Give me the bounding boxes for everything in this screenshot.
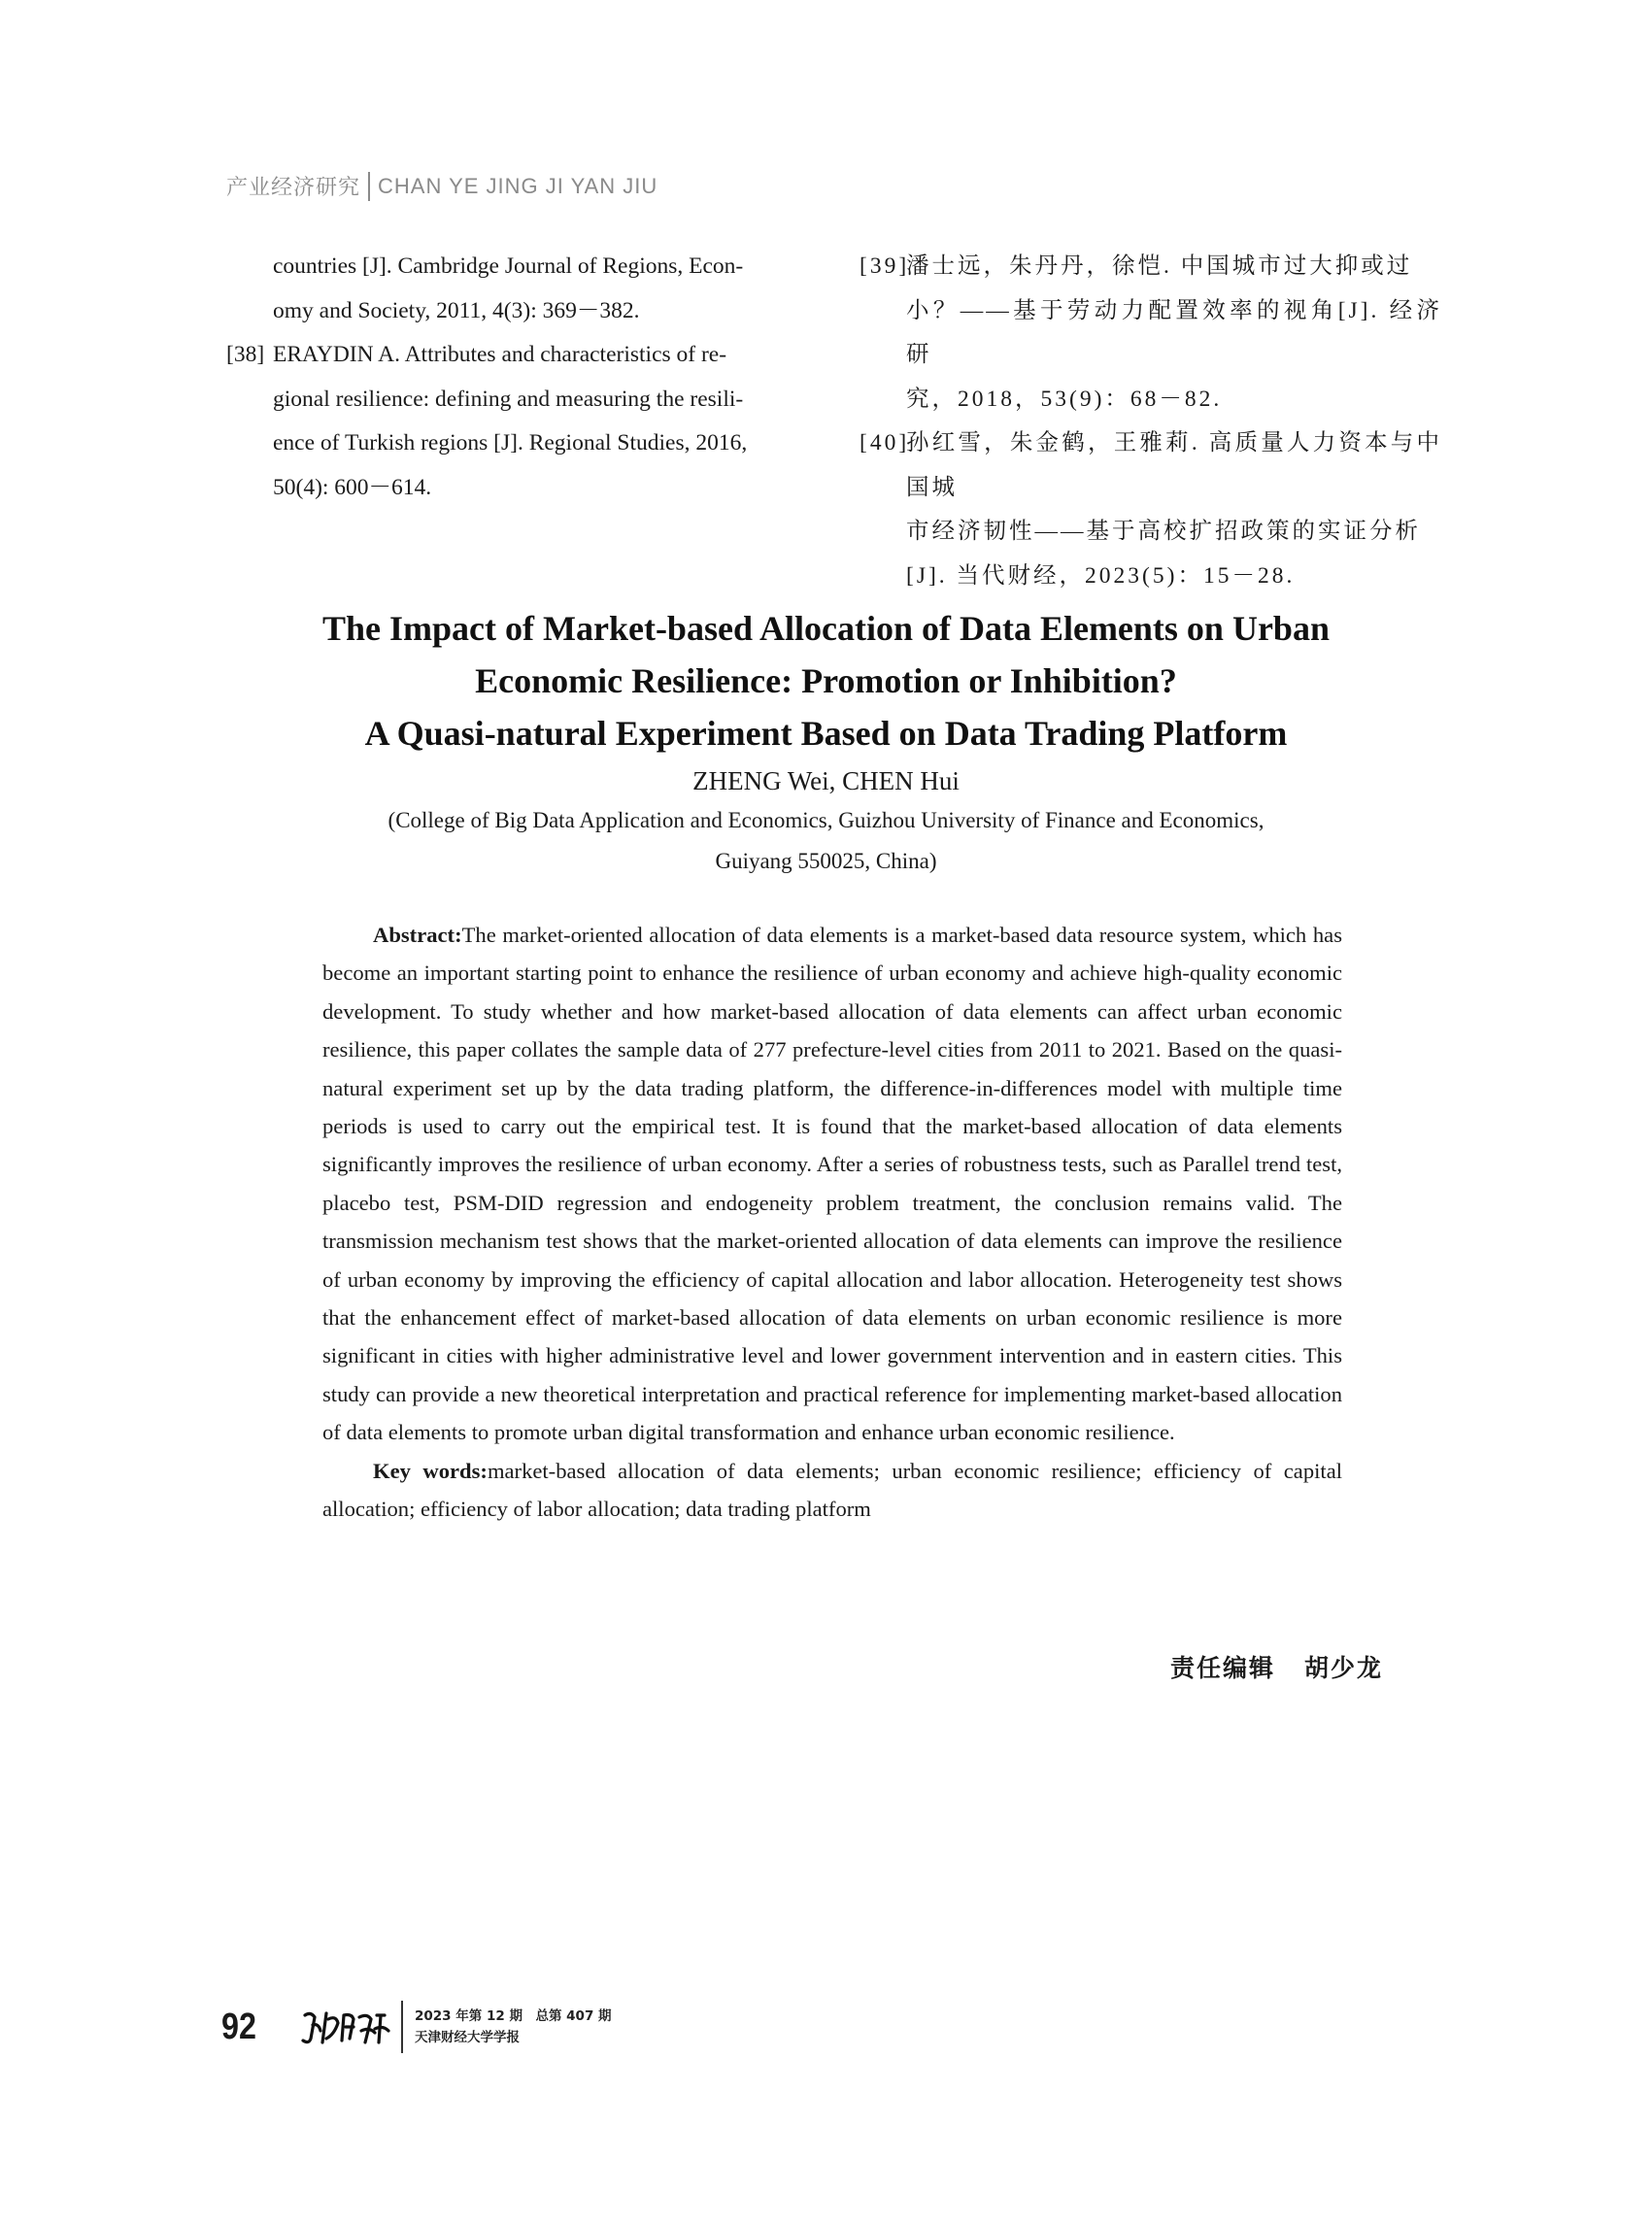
paper-title-line-1: The Impact of Market-based Allocation of Data Elements on Urban	[322, 609, 1330, 648]
abstract-text: The market-oriented allocation of data elements is a market-based data resource system, which has become an important starting point to enhance the resilience of urban economy and achieve high-quality economic development. To study whether and how market-based allocation of data elements can affect urban economic resilience, this paper collates the sample data of 277 prefecture-level cities from 2011 to 2021. Based on the quasi-natural experiment set up by the data trading platform, the difference-in-differences model with multiple time periods is used to carry out the empirical test. It is found that the market-based allocation of data elements significantly improves the resilience of urban economy. After a series of robustness tests, such as Parallel trend test, placebo test, PSM-DID regression and endogeneity problem treatment, the conclusion remains valid. The transmission mechanism test shows that the market-oriented allocation of data elements can improve the resilience of urban economy by improving the efficiency of capital allocation and labor allocation. Heterogeneity test shows that the enhancement effect of market-based allocation of data elements on urban economic resilience is more significant in cities with higher administrative level and lower government intervention and in eastern cities. This study can provide a new theoretical interpretation and practical reference for implementing market-based allocation of data elements to promote urban digital transformation and enhance urban economic resilience.	[322, 923, 1342, 1445]
reference-40: [40] 孙红雪，朱金鹤，王雅莉. 高质量人力资本与中国城 市经济韧性——基于高校扩招政策的实证分析 [J]. 当代财经，2023(5)：15－28.	[860, 422, 1442, 598]
reference-38: [38] ERAYDIN A. Attributes and characteristics of re- gional resilience: defining and measuring the resili- ence of Turkish regions [J]. Regional Studies, 2016, 50(4): 600－614.	[226, 333, 809, 510]
abstract-paragraph	[322, 916, 1342, 1452]
reference-number: [38]	[226, 342, 265, 367]
references-right-column	[860, 245, 1442, 598]
paper-title-line-3: A Quasi-natural Experiment Based on Data Trading Platform	[364, 714, 1288, 753]
header-section-pinyin: CHAN YE JING JI YAN JIU	[378, 173, 658, 198]
reference-number: [39]	[860, 253, 910, 279]
page-footer	[221, 2001, 612, 2053]
journal-logo-icon	[299, 2006, 391, 2048]
keywords-text: market-based allocation of data elements; urban economic resilience; efficiency of capital allocation; efficiency of labor allocation; data trading platform	[322, 1458, 1342, 1522]
reference-number: [40]	[860, 430, 910, 455]
affiliation-line-1: (College of Big Data Application and Economics, Guizhou University of Finance and Economics,	[388, 808, 1264, 832]
editor-name: 胡少龙	[1303, 1654, 1383, 1682]
page-number: 92	[221, 2006, 256, 2047]
footer-divider	[401, 2001, 403, 2053]
reference-continuation: countries [J]. Cambridge Journal of Regions, Econ- omy and Society, 2011, 4(3): 369－382.	[273, 253, 744, 323]
abstract-section	[322, 916, 1342, 1529]
references-left-column	[226, 245, 809, 510]
footer-journal-name: 天津财经大学学报	[415, 2030, 520, 2045]
english-title-block	[0, 602, 1652, 882]
reference-39: [39] 潘士远，朱丹丹，徐恺. 中国城市过大抑或过 小？——基于劳动力配置效率的视角[J]. 经济研 究，2018，53(9)：68－82.	[860, 245, 1442, 422]
affiliation-line-2: Guiyang 550025, China)	[715, 849, 937, 873]
keywords-paragraph	[322, 1452, 1342, 1529]
responsible-editor	[1170, 1649, 1383, 1684]
footer-issue: 2023 年第 12 期 总第 407 期	[415, 2008, 612, 2024]
editor-label: 责任编辑	[1169, 1654, 1275, 1682]
keywords-label: Key words:	[373, 1458, 488, 1483]
header-section-cn: 产业经济研究	[226, 175, 361, 199]
abstract-label: Abstract:	[373, 923, 462, 947]
running-header	[226, 171, 657, 201]
footer-journal-info	[415, 2006, 612, 2048]
authors: ZHENG Wei, CHEN Hui	[692, 766, 960, 795]
header-divider	[368, 172, 370, 201]
paper-title-line-2: Economic Resilience: Promotion or Inhibition?	[475, 661, 1177, 700]
